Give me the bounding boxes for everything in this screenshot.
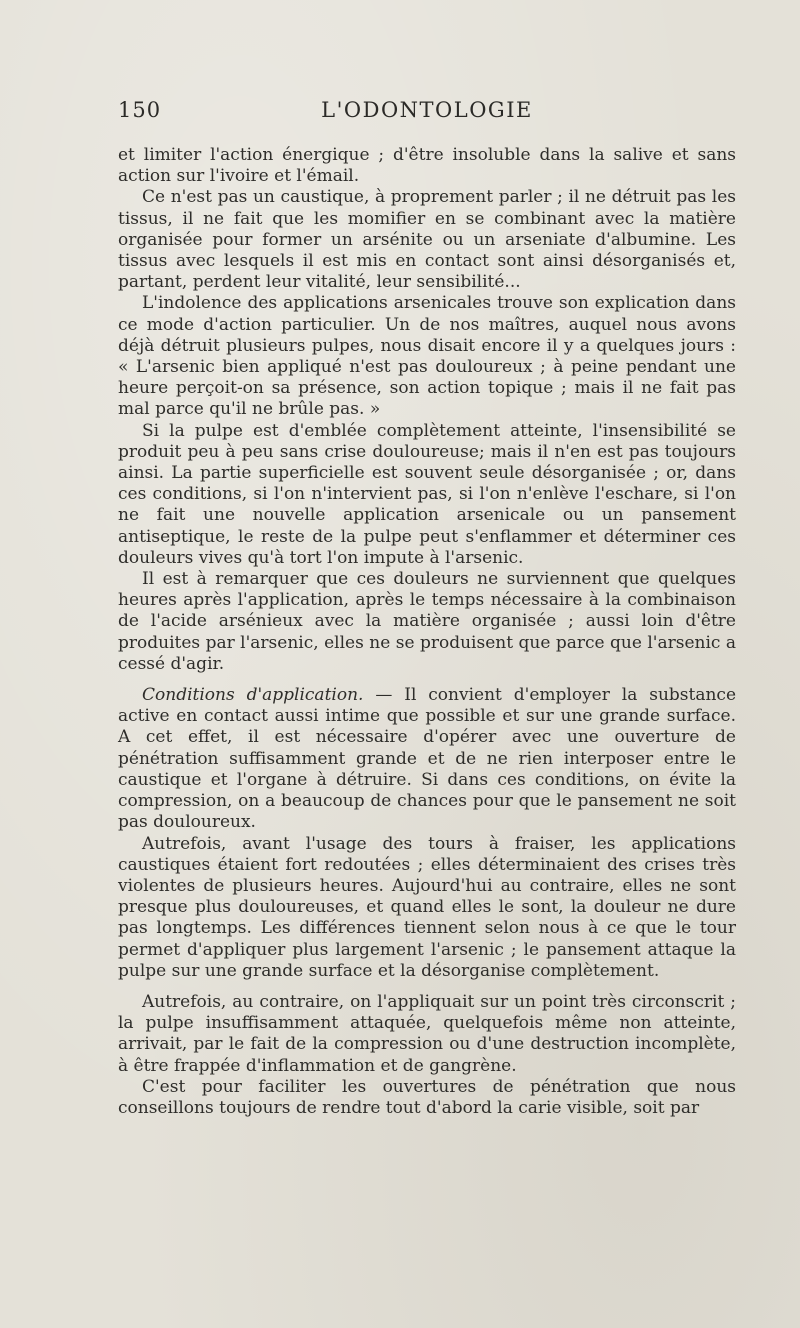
paragraph-penetration: C'est pour faciliter les ouvertures de pénétration que nous conseillons toujours de rendre tout d'abord la carie visible, soit par	[118, 1076, 736, 1118]
page-number: 150	[118, 98, 162, 122]
section-heading-conditions: Conditions d'application.	[142, 685, 364, 706]
paragraph-formerly-drills: Autrefois, avant l'usage des tours à fraiser, les applications caustiques étaient fort redoutées ; elles déterminaient des crises très violentes de plusieurs heures. Aujourd'hui au contraire, elles ne sont presque plus douloureuses, et quand elles le sont, la douleur ne dure pas longtemps. Les différences tiennent selon nous à ce que le tour permet d'appliquer plus largement l'arsenic ; le pansement attaque la pulpe sur une grande surface et la désorganise complètement.	[118, 833, 736, 981]
journal-title: L'ODONTOLOGIE	[321, 98, 533, 122]
paragraph-caustic: Ce n'est pas un caustique, à proprement parler ; il ne détruit pas les tissus, il ne fait que les momifier en se combinant avec la matière organisée pour former un arsénite ou un arseniate d'albumine. Les tissus avec lesquels il est mis en contact sont ainsi désorganisés et, partant, perdent leur vitalité, leur sensibilité...	[118, 187, 736, 293]
running-head	[118, 98, 736, 130]
conditions-text: — Il convient d'employer la substance active en contact aussi intime que possible et sur une grande surface. A cet effet, il est nécessaire d'opérer avec une ouverture de pénétration suffisamment grande et de ne rien interposer entre le caustique et l'organe à détruire. Si dans ces conditions, on évite la compression, on a beaucoup de chances pour que le pansement ne soit pas douloureux.	[118, 685, 737, 833]
paragraph-pain-timing: Il est à remarquer que ces douleurs ne surviennent que quelques heures après l'application, après le temps nécessaire à la combinaison de l'acide arsénieux avec la matière organisée ; aussi loin d'être produites par l'arsenic, elles ne se produisent que parce que l'arsenic a cessé d'agir.	[118, 569, 736, 674]
paragraph-continued: et limiter l'action énergique ; d'être insoluble dans la salive et sans action sur l'ivoire et l'émail.	[118, 145, 736, 187]
paragraph-formerly-point: Autrefois, au contraire, on l'appliquait sur un point très circonscrit ; la pulpe insuffisamment attaquée, quelquefois même non atteinte, arrivait, par le fait de la compression ou d'une destruction incomplète, à être frappée d'inflammation et de gangrène.	[118, 991, 736, 1076]
body-text	[118, 145, 736, 1119]
paragraph-pulp-insensibility: Si la pulpe est d'emblée complètement atteinte, l'insensibilité se produit peu à peu sans crise douloureuse; mais il n'en est pas toujours ainsi. La partie superficielle est souvent seule désorganisée ; or, dans ces conditions, si l'on n'intervient pas, si l'on n'enlève l'eschare, si l'on ne fait une nouvelle application arsenicale ou un pansement antiseptique, le reste de la pulpe peut s'enflammer et déterminer ces douleurs vives qu'à tort l'on impute à l'arsenic.	[118, 420, 736, 568]
paragraph-indolence: L'indolence des applications arsenicales trouve son explication dans ce mode d'action particulier. Un de nos maîtres, auquel nous avons déjà détruit plusieurs pulpes, nous disait encore il y a quelques jours : « L'arsenic bien appliqué n'est pas douloureux ; à peine pendant une heure perçoit-on sa présence, son action topique ; mais il ne fait pas mal parce qu'il ne brûle pas. »	[118, 293, 736, 420]
paragraph-conditions	[118, 685, 736, 833]
